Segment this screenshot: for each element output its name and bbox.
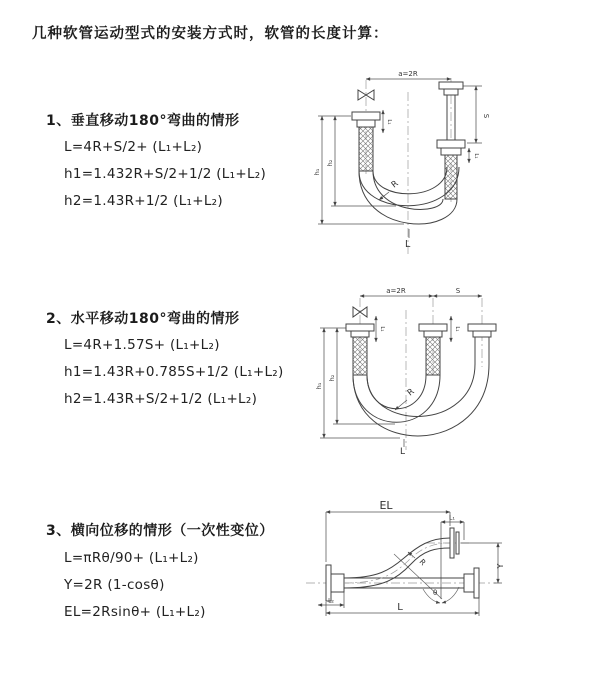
dim-label-stroke: S: [455, 287, 461, 295]
right-lower-flange: [474, 568, 479, 598]
page-title: 几种软管运动型式的安装方式时，软管的长度计算：: [32, 26, 389, 42]
dim-label-el: EL: [379, 499, 393, 512]
dim-label-fitting-top: L₁: [449, 514, 455, 522]
section-3-formula-Y: Y=2R (1-cosθ): [64, 577, 165, 593]
left-flange: [326, 565, 344, 601]
middle-pipe-fitting: [419, 324, 447, 375]
centerlines: [360, 298, 482, 450]
dim-label-span: a=2R: [398, 70, 418, 78]
dim-label-fitting-left: L₁: [386, 119, 392, 125]
dim-label-fitting-left: L₁: [379, 326, 385, 332]
dimension-lines: [318, 512, 502, 616]
section-1-formula-h1: h1=1.432R+S/2+1/2 (L₁+L₂): [64, 166, 267, 182]
dim-label-h2: h₂: [326, 159, 334, 167]
dim-label-span: a=2R: [386, 287, 406, 295]
dim-label-radius: R: [405, 386, 417, 399]
section-3-formula-EL: EL=2Rsinθ+ (L₁+L₂): [64, 604, 206, 620]
section-3-formula-L: L=πRθ/90+ (L₁+L₂): [64, 550, 199, 566]
section-3-heading: 3、横向位移的情形（一次性变位）: [46, 523, 274, 539]
left-pipe-fitting: [352, 112, 380, 171]
section-2-formula-h1: h1=1.43R+0.785S+1/2 (L₁+L₂): [64, 364, 284, 380]
left-pipe-fitting: [346, 324, 374, 375]
dim-label-radius: R: [417, 557, 428, 568]
section-2-formula-L: L=4R+1.57S+ (L₁+L₂): [64, 337, 220, 353]
diagram-horizontal-180-bend: [310, 282, 600, 462]
diagram-lateral-displacement: [298, 498, 598, 663]
section-2-formula-h2: h2=1.43R+S/2+1/2 (L₁+L₂): [64, 391, 258, 407]
hose-braid-hatch: [353, 337, 367, 375]
section-1-heading: 1、垂直移动180°弯曲的情形: [46, 113, 240, 129]
upper-flange-plate: [456, 532, 459, 554]
hose-u-bend: [353, 364, 489, 436]
dim-label-stroke: S: [482, 113, 490, 119]
diagram-vertical-180-bend: [308, 66, 598, 264]
dim-label-length: L: [400, 447, 406, 457]
hose-braid-hatch: [445, 155, 457, 199]
dim-label-h1: h₁: [315, 382, 323, 390]
displaced-hose: [344, 528, 459, 588]
centerlines: [366, 78, 451, 256]
right-lower-collar: [464, 574, 474, 592]
section-1-formula-h2: h2=1.43R+1/2 (L₁+L₂): [64, 193, 223, 209]
dim-label-h2: h₂: [328, 374, 336, 382]
dim-label-y: Y: [496, 563, 505, 569]
dim-label-h1: h₁: [313, 168, 321, 176]
upper-flange: [450, 528, 454, 558]
hose-u-bend: [359, 167, 459, 224]
dim-label-length: L: [405, 239, 411, 250]
dim-label-theta: θ: [433, 589, 438, 597]
hose-braid-hatch: [359, 127, 373, 171]
dim-label-length: L: [397, 602, 403, 613]
section-2-heading: 2、水平移动180°弯曲的情形: [46, 311, 240, 327]
dim-label-radius: R: [389, 178, 401, 191]
dim-label-fitting-left: L₂: [328, 597, 334, 605]
section-1-formula-L: L=4R+S/2+ (L₁+L₂): [64, 139, 203, 155]
hose-braid-hatch: [426, 337, 440, 375]
dim-label-fitting-middle: L₁: [454, 326, 460, 332]
dim-label-fitting-right: L₁: [473, 153, 479, 159]
